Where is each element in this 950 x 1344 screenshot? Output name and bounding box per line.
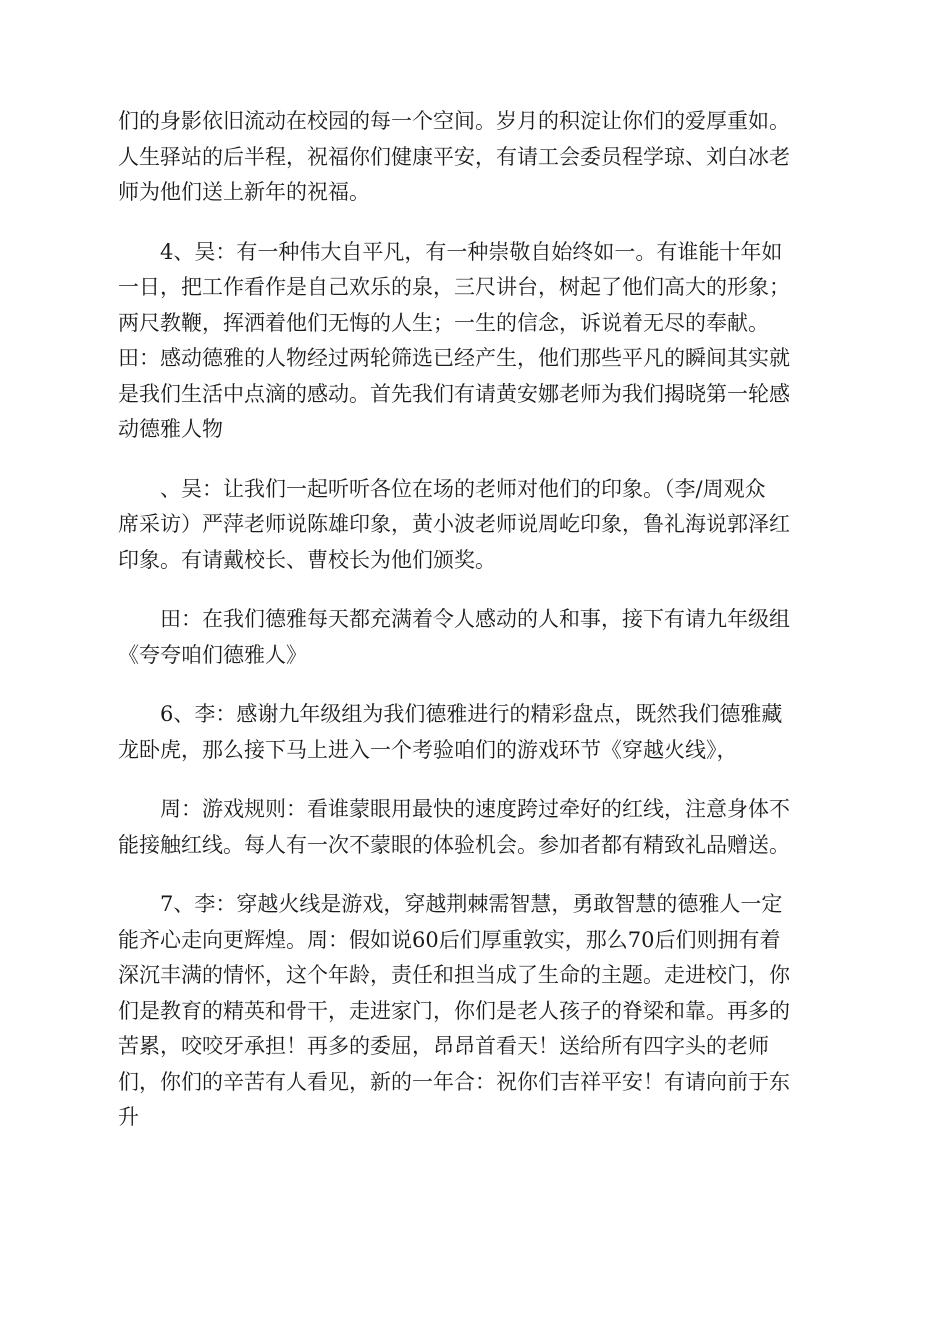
paragraph-2: 4、吴：有一种伟大自平凡，有一种崇敬自始终如一。有谁能十年如 一日，把工作看作是自己欢乐的泉，三尺讲台，树起了他们高大的形象； 两尺教鞭，挥洒着他们无悔的人生；一生的信念，诉说着无尽的奉献。 田：感动德雅的人物经过两轮筛选已经产生，他们那些平凡的瞬间其实就 是我们生活中点滴的感动。首先我们有请黄安娜老师为我们揭晓第一轮感 动德雅人物 bbox=[118, 239, 790, 441]
paragraph-6: 周：游戏规则：看谁蒙眼用最快的速度跨过牵好的红线，注意身体不 能接触红线。每人有一次不蒙眼的体验机会。参加者都有精致礼品赠送。 bbox=[118, 797, 790, 857]
paragraph-5: 6、李：感谢九年级组为我们德雅进行的精彩盘点，既然我们德雅藏 龙卧虎，那么接下马上进入一个考验咱们的游戏环节《穿越火线》， bbox=[118, 702, 783, 762]
paragraph-1: 们的身影依旧流动在校园的每一个空间。岁月的积淀让你们的爱厚重如。 人生驿站的后半程，祝福你们健康平安，有请工会委员程学琼、刘白冰老 师为他们送上新年的祝福。 bbox=[118, 109, 790, 204]
paragraph-7: 7、李：穿越火线是游戏，穿越荆棘需智慧，勇敢智慧的德雅人一定 能齐心走向更辉煌。周：假如说60后们厚重敦实，那么70后们则拥有着 深沉丰满的情怀，这个年龄，责任和担当成了生命的主题。走进校门，你 们是教育的精英和骨干，走进家门，你们是老人孩子的脊梁和靠。再多的 苦累，咬咬牙承担！再多的委屈，昂昂首看天！送给所有四字头的老师 们，你们的辛苦有人看见，新的一年合：祝你们吉祥平安！有请向前于东 升 bbox=[118, 892, 790, 1129]
paragraph-3: 、吴：让我们一起听听各位在场的老师对他们的印象。（李/周观众 席采访）严萍老师说陈雄印象，黄小波老师说周屹印象，鲁礼海说郭泽红 印象。有请戴校长、曹校长为他们颁奖。 bbox=[118, 476, 790, 572]
paragraph-4: 田：在我们德雅每天都充满着令人感动的人和事，接下有请九年级组 《夸夸咱们德雅人》 bbox=[118, 607, 790, 667]
